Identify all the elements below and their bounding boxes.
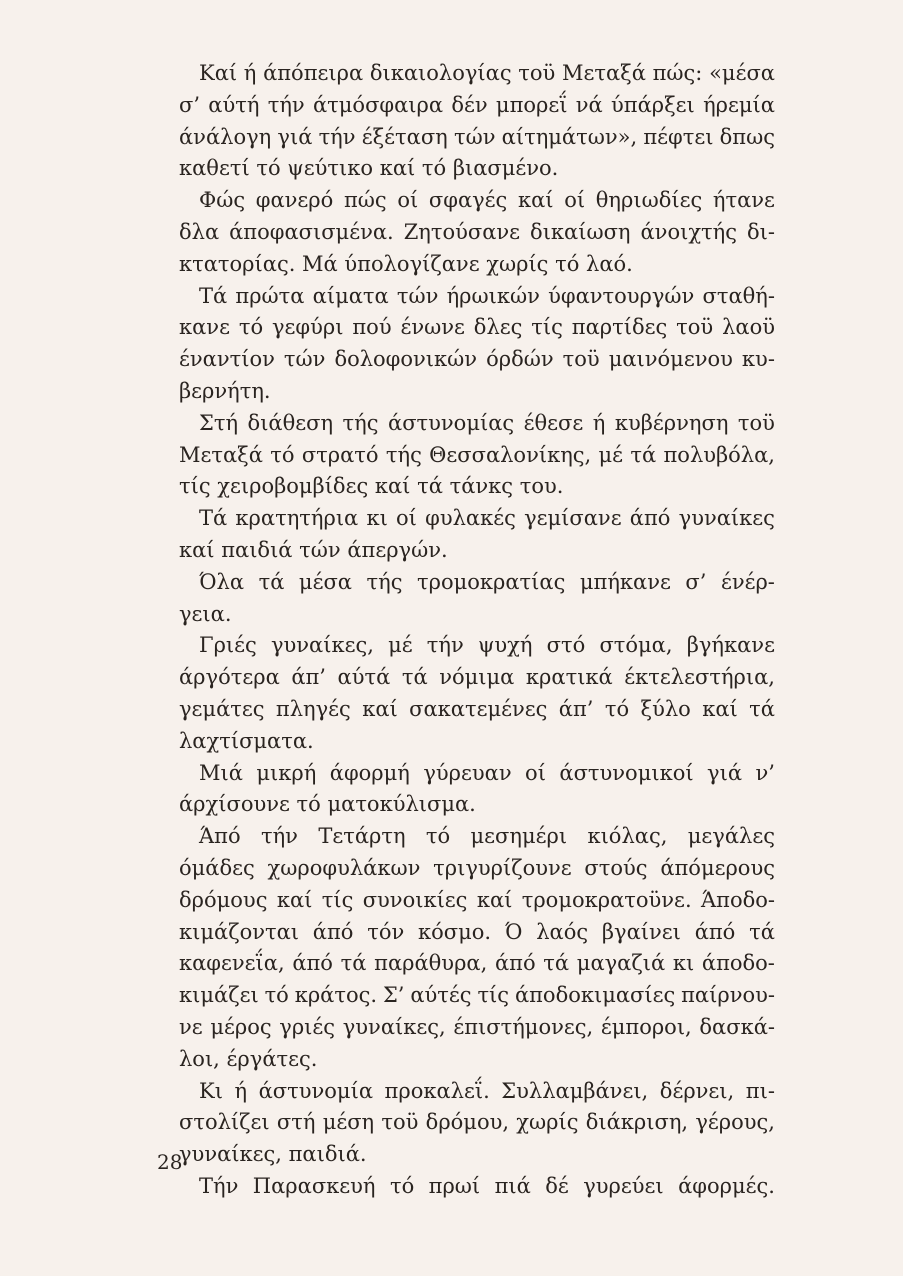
- text-line: έναντίον τών δολοφονικών όρδών τοϋ μαινόμενου κυ-: [179, 347, 775, 372]
- text-line: άνάλογη γιά τήν έξέταση τών αίτημάτων», πέφτει δπως: [179, 124, 775, 149]
- text-line: λαχτίσματα.: [179, 728, 314, 753]
- text-line: βερνήτη.: [179, 378, 271, 403]
- text-line: Φώς φανερό πώς οί σφαγές καί οί θηριωδίες ήτανε: [199, 188, 775, 213]
- text-line: δλα άποφασισμένα. Ζητούσανε δικαίωση άνοιχτής δι-: [179, 219, 775, 244]
- text-line: δρόμους καί τίς συνοικίες καί τρομοκρατοϋνε. Άποδο-: [179, 887, 775, 912]
- text-line: όμάδες χωροφυλάκων τριγυρίζουνε στούς άπόμερους: [179, 855, 775, 880]
- text-line: Καί ή άπόπειρα δικαιολογίας τοϋ Μεταξά πώς: «μέσα: [199, 61, 775, 85]
- body-text: [179, 58, 775, 1203]
- text-line: νε μέρος γριές γυναίκες, έπιστήμονες, έμποροι, δασκά-: [179, 1014, 775, 1039]
- text-line: γυναίκες, παιδιά.: [179, 1142, 367, 1167]
- text-line: Τά κρατητήρια κι οί φυλακές γεμίσανε άπό γυναίκες: [199, 506, 775, 531]
- text-line: Στή διάθεση τής άστυνομίας έθεσε ή κυβέρνηση τοϋ: [199, 410, 775, 435]
- text-line: Γριές γυναίκες, μέ τήν ψυχή στό στόμα, βγήκανε: [199, 633, 775, 658]
- text-line: στολίζει στή μέση τοϋ δρόμου, χωρίς διάκριση, γέρους,: [179, 1110, 775, 1135]
- text-line: Άπό τήν Τετάρτη τό μεσημέρι κιόλας, μεγάλες: [199, 824, 775, 849]
- text-line: Όλα τά μέσα τής τρομοκρατίας μπήκανε σ’ ένέρ-: [199, 569, 775, 594]
- text-line: Τήν Παρασκευή τό πρωί πιά δέ γυρεύει άφορμές.: [199, 1173, 775, 1198]
- text-line: γεμάτες πληγές καί σακατεμένες άπ’ τό ξύλο καί τά: [179, 696, 775, 721]
- text-line: Μιά μικρή άφορμή γύρευαν οί άστυνομικοί γιά ν’: [199, 760, 775, 785]
- text-line: Τά πρώτα αίματα τών ήρωικών ύφαντουργών σταθή-: [199, 283, 775, 308]
- text-line: καφενεΐα, άπό τά παράθυρα, άπό τά μαγαζιά κι άποδο-: [179, 951, 775, 976]
- text-line: καί παιδιά τών άπεργών.: [179, 537, 448, 562]
- text-line: άργότερα άπ’ αύτά τά νόμιμα κρατικά έκτελεστήρια,: [179, 665, 775, 690]
- text-line: καθετί τό ψεύτικο καί τό βιασμένο.: [179, 156, 559, 181]
- page-number: 28: [157, 1150, 183, 1174]
- text-line: κανε τό γεφύρι πού ένωνε δλες τίς παρτίδες τοϋ λαοϋ: [179, 315, 775, 340]
- text-line: Μεταξά τό στρατό τής Θεσσαλονίκης, μέ τά πολυβόλα,: [179, 442, 775, 467]
- text-line: τίς χειροβομβίδες καί τά τάνκς του.: [179, 474, 564, 499]
- text-line: λοι, έργάτες.: [179, 1046, 318, 1071]
- text-line: κιμάζονται άπό τόν κόσμο. Ό λαός βγαίνει άπό τά: [179, 919, 775, 944]
- text-line: σ’ αύτή τήν άτμόσφαιρα δέν μπορεΐ νά ύπάρξει ήρεμία: [179, 92, 775, 117]
- text-line: άρχίσουνε τό ματοκύλισμα.: [179, 792, 476, 817]
- text-line: κτατορίας. Μά ύπολογίζανε χωρίς τό λαό.: [179, 251, 633, 276]
- text-line: κιμάζει τό κράτος. Σ’ αύτές τίς άποδοκιμασίες παίρνου-: [179, 983, 775, 1008]
- text-line: γεια.: [179, 601, 232, 626]
- text-line: Κι ή άστυνομία προκαλεΐ. Συλλαμβάνει, δέρνει, πι-: [199, 1078, 775, 1103]
